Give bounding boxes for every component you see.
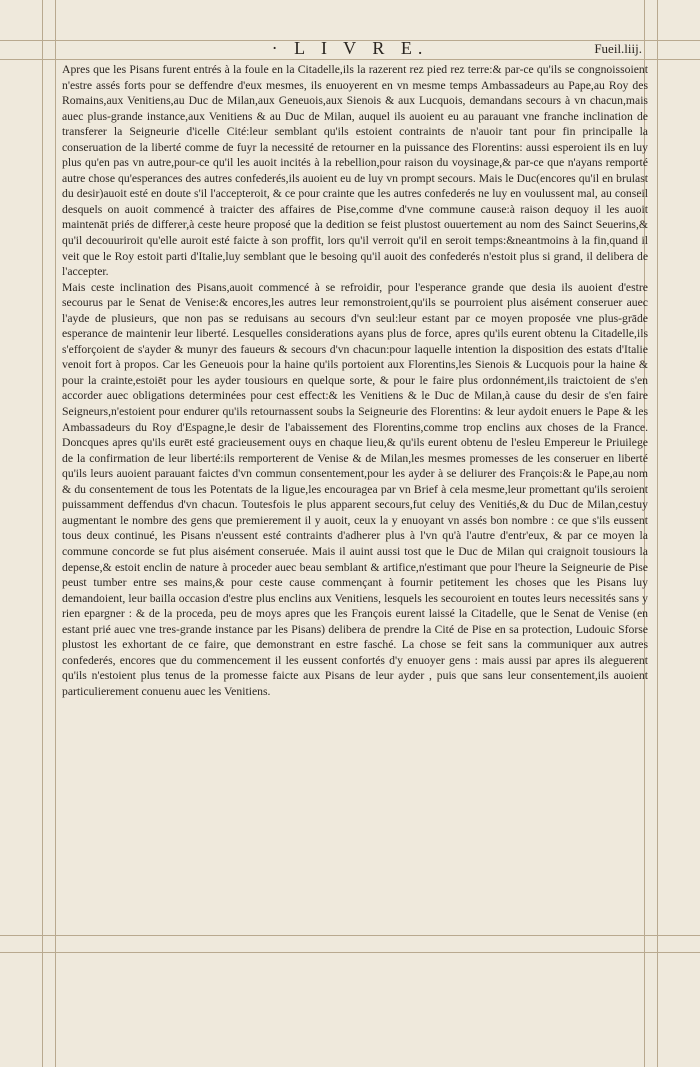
paragraph: Apres que les Pisans furent entrés à la foule en la Citadelle,ils la razerent rez pied rez terre:& par-ce qu'ils se congnoissoient n'estre assés forts pour se deffendre d'eux mesmes, ils enuoyerent en vn mesme temps Ambassadeurs au Pape,au Roy des Romains,aux Venitiens,au Duc de Milan,aux Geneuois,aux Sienois & aux Lucquois, demandans secours à vn chacun,mais auec plus-grande instance,aux Venitiens & au Duc de Milan, auquel ils auoient eu au parauant vne franche inclination de transferer la Seigneurie d'icelle Cité:leur semblant qu'ils estoient contraints de n'auoir tant pour fin principalle la conseruation de la liberté comme de fuyr la necessité de retourner en la puissance des Florentins: aussi esperoient ils en luy plus qu'en pas vn autre,pour-ce qu'il les auoit incités à la rebellion,pour raison du voysinage,& par-ce que n'ayans remporté autre chose qu'esperances des autres confederés,ils auoient eu de luy vn prompt secours. Mais le Duc(encores qu'il en brulast du desir)auoit esté en doute s'il l'accepteroit, & ce pour crainte que les autres confederés ne luy en voulussent mal, au conseil desquels on auoit commencé à traicter des affaires de Pise,comme d'vne commune cause:à raison dequoy il les auoit maintenāt priés de differer,à ceste heure proposé que la dedition se feist plustost ouuertement au nom des Sainct Seuerins,& qu'il decouuriroit qu'elle auroit esté faicte à son proffit, lors qu'il verroit qu'il en seroit temps:&neantmoins à la fin,quand il veit que le Roy estoit parti d'Italie,luy semblant que le besoing qu'il auoit des confederés n'estoit plus si grand, il delibera de l'accepter. xyxy=(62,63,648,279)
header-rule xyxy=(0,59,700,60)
bottom-rule xyxy=(0,935,700,936)
folio-number: Fueil.liij. xyxy=(594,41,642,56)
page-body xyxy=(62,62,648,932)
left-inner-rule xyxy=(55,0,56,1067)
left-margin-rule xyxy=(42,0,43,1067)
paragraph: Mais ceste inclination des Pisans,auoit commencé à se refroidir, pour l'esperance grande que desia ils auoient d'estre secourus par le Senat de Venise:& encores,les autres leur remonstroient,qu'ils se pourroient plus aisément conseruer auec l'ayde de plusieurs, que non pas se reduisans au secours d'vn seul:leur estant par ce moyen proposée vne plus-grāde esperance de maintenir leur liberté. Lesquelles considerations ayans plus de force, apres qu'ils eurent obtenu la Citadelle,ils s'efforçoient de s'ayder & munyr des faueurs & secours d'vn chacun:pour laquelle intention la disposition des estats d'Italie venoit fort à propos. Car les Geneuois pour la haine qu'ils portoient aux Florentins,les Sienois & Lucquois pour la haine & pour la crainte,estoiēt pour les ayder tousiours en quelque sorte, & pour le faire plus ordonnément,ils traictoient de s'en accorder auec obligations determinées pour cest effect:& les Venitiens & le Duc de Milan,à cause du desir de s'en faire Seigneurs,n'estoient pour endurer qu'ils retournassent soubs la Seigneurie des Florentins: & leur aydoit enuers le Pape & les Ambassadeurs du Roy d'Espagne,le desir de l'abaissement des Florentins,comme trop enclins aux choses de la France. Doncques apres qu'ils eurēt esté gracieusement ouys en chaque lieu,& qu'ils eurent obtenu de l'esleu Empereur le Priuilege de la confirmation de leur liberté:ils remporterent de Venise & de Milan,les mesmes promesses de les conseruer en liberté qu'ils leurs auoient parauant faictes d'vn commun consentement,pour les ayder à se deliurer des François:& le Pape,au nom & du consentement de tous les Potentats de la ligue,les encouragea par vn Brief à cela mesme,leur promettant qu'ils seroient puissamment deffendus d'vn chacun. Toutesfois le plus apparent secours,fut celuy des Venitiés,& du Duc de Milan,cestuy augmentant le nombre des gens que premierement il y auoit, ceux la y enuoyant vn assés bon nombre : ce que s'ils eussent tous deux continué, les Pisans n'eussent esté contraints d'adherer plus à l'vn qu'à l'autre d'entr'eux, & par ce moyen la commune concorde se fut plus aisément conseruée. Mais il auint aussi tost que le Duc de Milan qui craignoit tousiours la depense,& estoit enclin de nature à proceder auec beau semblant & artifice,n'estimant que pour l'heure la Seigneurie de Pise peust tumber entre ses mains,& pour ceste cause commençant à fournir petitement les choses que les Pisans luy demandoient, leur bailla occasion d'estre plus enclins aux Venitiens, lesquels les secouroient en toutes leurs necessités sans y rien epargner : & de la proceda, peu de moys apres que les François eurent laissé la Citadelle, que le Senat de Venise (en estant prié auec vne tres-grande instance par les Pisans) delibera de prendre la Cité de Pise en sa protection, Ludouic Sforse plustost les exhortant de ce faire, que demonstrant en estre fasché. La chose se feit sans la communiquer aux autres confederés, encores que du commencement il les eussent confortés d'y enuoyer gens : mais aussi par apres ils aleguerent qu'ils n'estoient plus tenus de la promesse faicte aux Pisans de leur ayder , puis que sans leur consentement,ils auoient particulierement conuenu auec les Venitiens. xyxy=(62,280,648,698)
bottom-rule-lower xyxy=(0,952,700,953)
right-margin-rule xyxy=(657,0,658,1067)
running-title: · L I V R E. xyxy=(271,38,429,58)
